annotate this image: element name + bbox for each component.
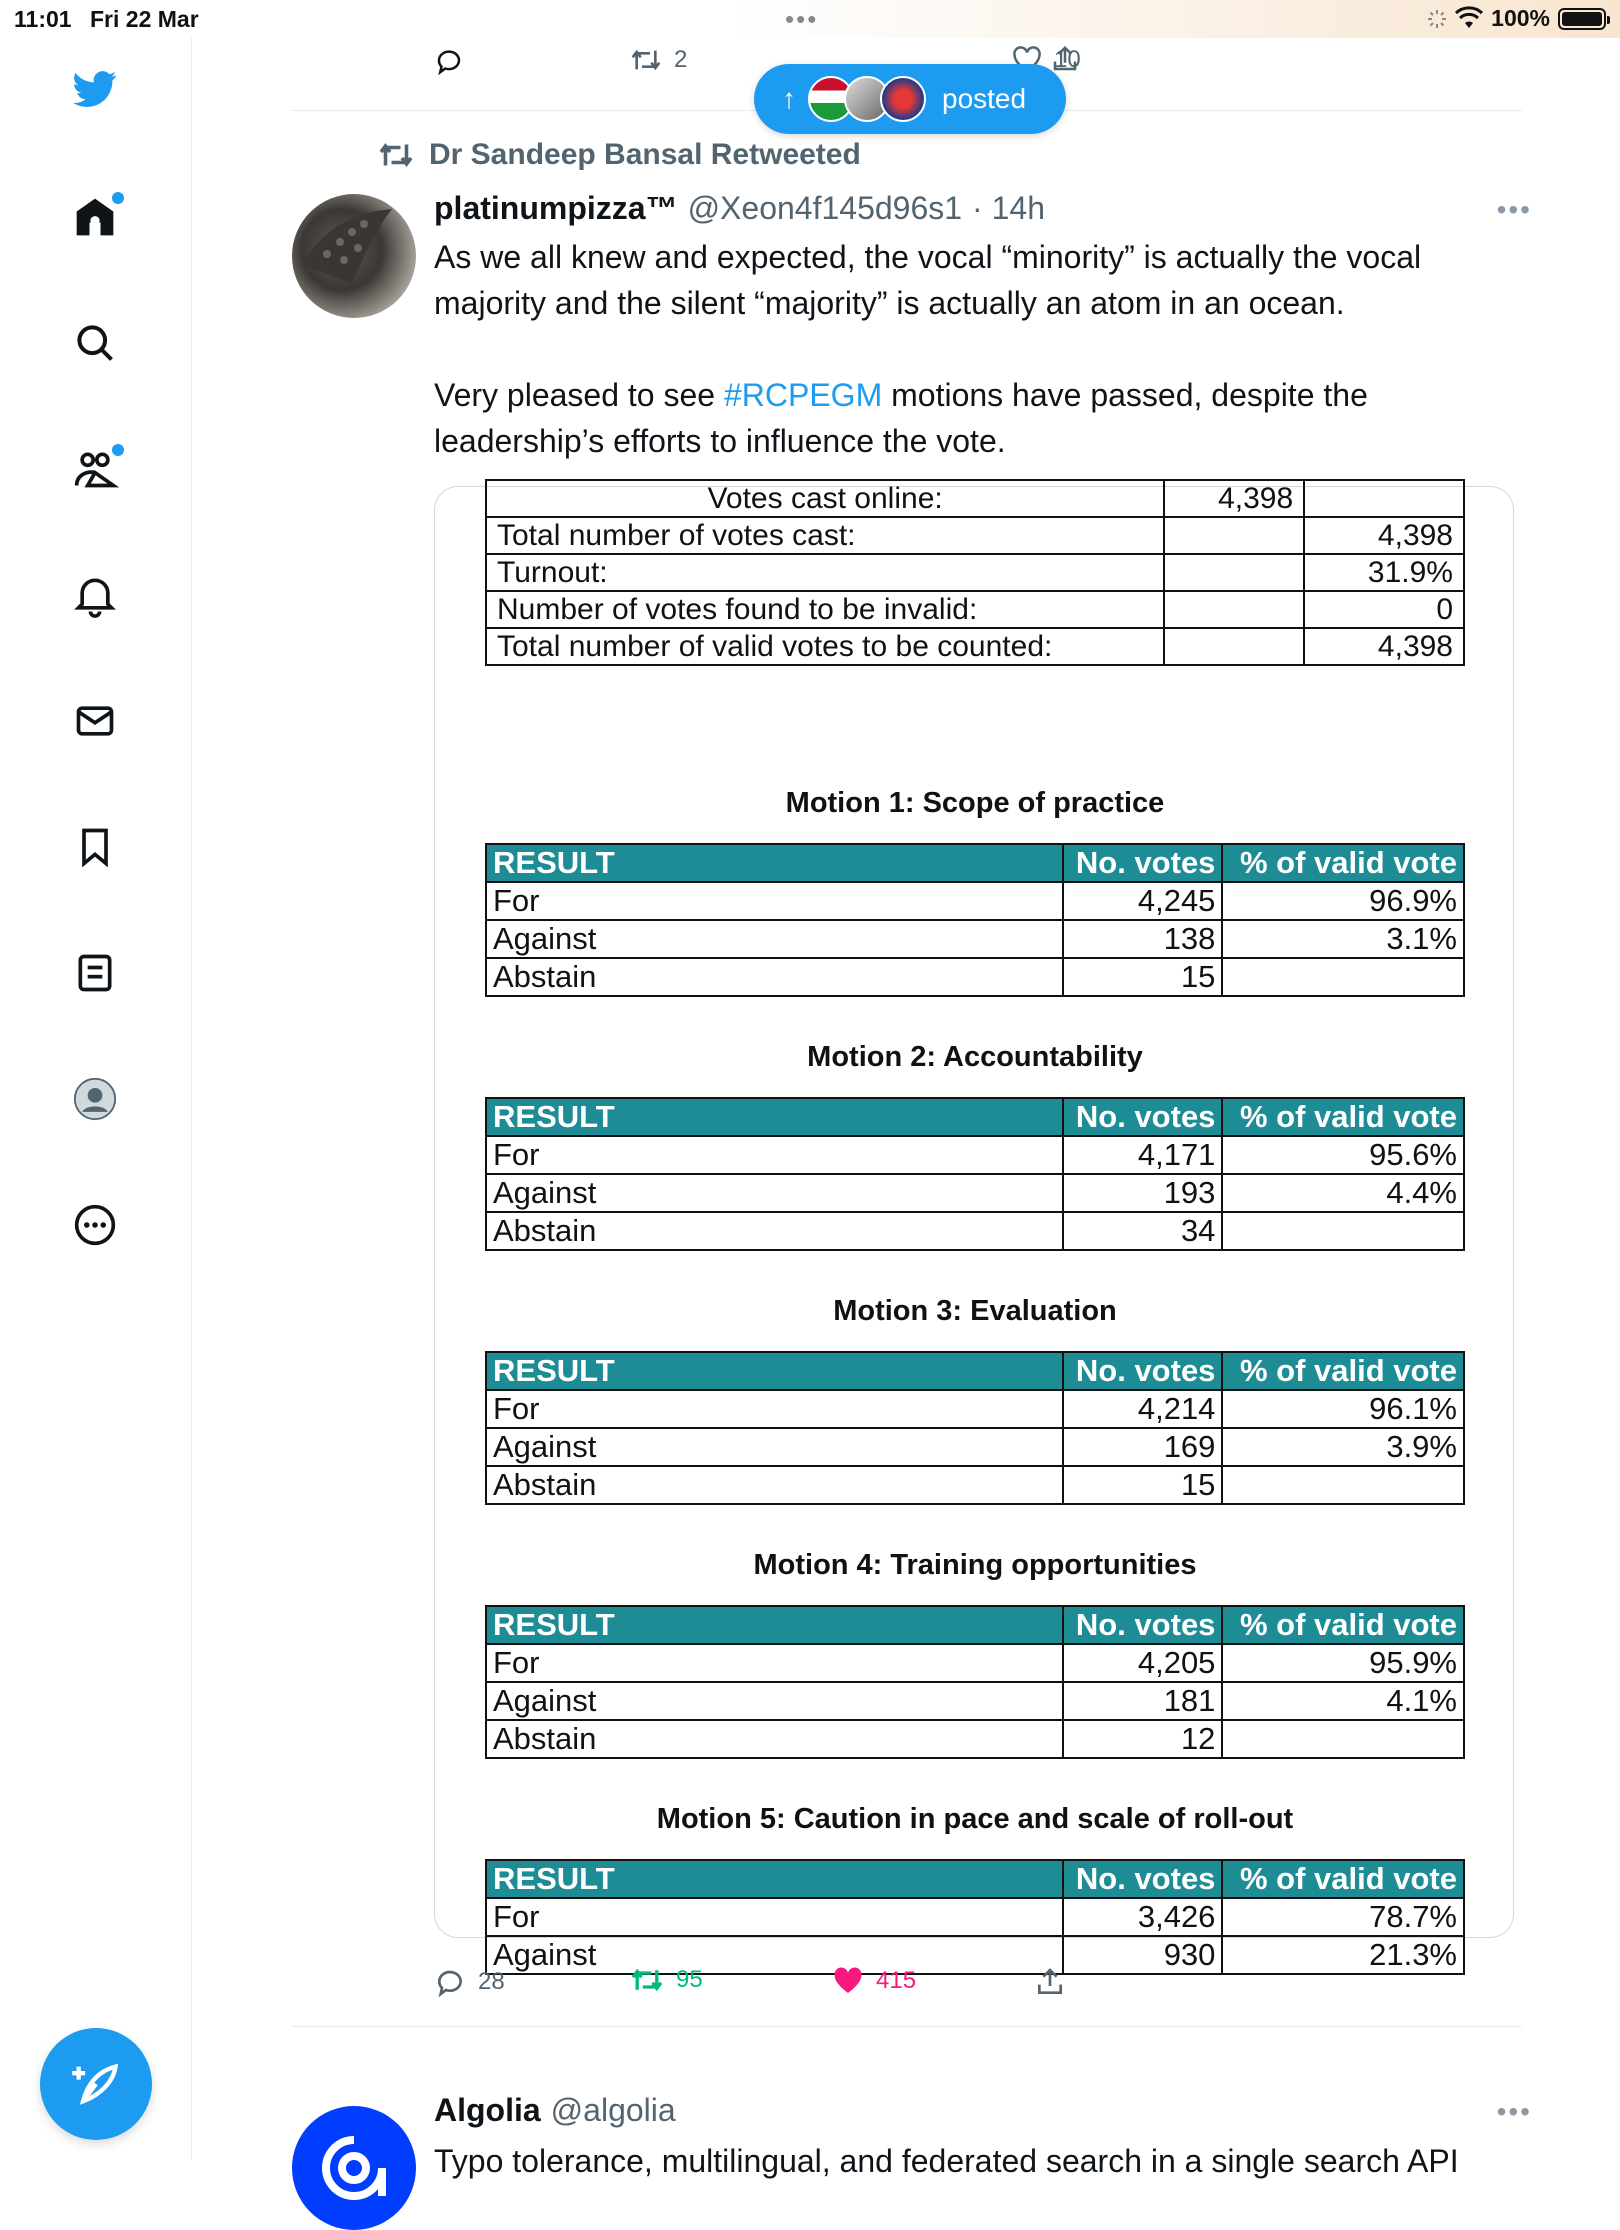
table-row	[486, 1644, 1464, 1682]
table-header-row	[486, 1098, 1464, 1136]
votes-cell: 4,245	[1063, 882, 1223, 920]
header-cell: No. votes	[1063, 844, 1223, 882]
header-cell: RESULT	[486, 844, 1063, 882]
status-bar	[0, 0, 1620, 38]
like-count: 10	[1054, 46, 1081, 73]
pct-cell: 3.1%	[1222, 920, 1464, 958]
summary-table	[485, 479, 1465, 666]
table-header-row	[486, 1860, 1464, 1898]
summary-label: Turnout:	[486, 554, 1164, 591]
multitasking-dots-icon[interactable]: •••	[785, 4, 819, 34]
retweet-icon	[630, 1966, 664, 1994]
header-cell: % of valid vote	[1222, 1606, 1464, 1644]
retweet-context[interactable]	[377, 138, 861, 172]
notifications-icon[interactable]	[70, 570, 120, 620]
retweet-button[interactable]	[630, 1966, 703, 1994]
votes-cell: 138	[1063, 920, 1223, 958]
retweet-count: 2	[674, 46, 688, 73]
row-label: Abstain	[486, 958, 1063, 996]
pct-cell: 96.1%	[1222, 1390, 1464, 1428]
table-row	[486, 1174, 1464, 1212]
summary-value	[1164, 628, 1304, 665]
author-handle[interactable]: @Xeon4f145d96s1	[687, 190, 963, 226]
tweet-header	[434, 190, 1045, 227]
pct-cell: 21.3%	[1222, 1936, 1464, 1974]
profile-icon[interactable]	[70, 1074, 120, 1124]
hashtag-link[interactable]: #RCPEGM	[723, 377, 883, 413]
tweet-actions	[434, 1960, 1514, 2010]
wifi-icon	[1455, 8, 1483, 30]
pct-cell	[1222, 1720, 1464, 1758]
votes-cell: 4,171	[1063, 1136, 1223, 1174]
retweet-button[interactable]	[630, 46, 687, 74]
header-cell: No. votes	[1063, 1098, 1223, 1136]
avatar[interactable]	[292, 194, 416, 318]
summary-value: 4,398	[1304, 628, 1464, 665]
row-label: Against	[486, 1682, 1063, 1720]
table-row	[486, 1898, 1464, 1936]
status-time: 11:01	[14, 6, 72, 32]
reply-icon	[434, 1966, 466, 1998]
tweet-text: Typo tolerance, multilingual, and federated search in a single search API	[434, 2143, 1459, 2179]
timeline	[192, 38, 1620, 2179]
votes-cell: 12	[1063, 1720, 1223, 1758]
votes-cell: 181	[1063, 1682, 1223, 1720]
summary-value: 0	[1304, 591, 1464, 628]
twitter-bird-icon[interactable]	[70, 64, 120, 114]
compose-feather-icon	[70, 2058, 122, 2110]
table-row	[486, 1682, 1464, 1720]
author-name[interactable]: Algolia	[434, 2092, 541, 2128]
tweet-text-segment: motions have passed, despite the leadership’s efforts to influence the vote.	[434, 377, 1368, 459]
share-button[interactable]	[1050, 44, 1080, 74]
votes-cell: 15	[1063, 958, 1223, 996]
header-cell: No. votes	[1063, 1860, 1223, 1898]
reply-icon	[434, 46, 464, 76]
pct-cell	[1222, 1212, 1464, 1250]
header-cell: RESULT	[486, 1098, 1063, 1136]
header-cell: % of valid vote	[1222, 844, 1464, 882]
reply-button[interactable]	[434, 46, 464, 76]
summary-row	[486, 591, 1464, 628]
header-cell: No. votes	[1063, 1352, 1223, 1390]
tweet-header	[434, 2092, 676, 2129]
row-label: For	[486, 1898, 1063, 1936]
motion-results-table	[485, 1859, 1465, 1975]
pill-avatars	[808, 76, 916, 122]
header-cell: RESULT	[486, 1606, 1063, 1644]
summary-row	[486, 517, 1464, 554]
row-label: For	[486, 882, 1063, 920]
share-button[interactable]	[1034, 1966, 1066, 1998]
reply-count: 28	[478, 1968, 505, 1995]
header-cell: No. votes	[1063, 1606, 1223, 1644]
like-count: 415	[876, 1967, 917, 1994]
more-options-icon[interactable]: •••	[1496, 2096, 1532, 2127]
pct-cell: 4.4%	[1222, 1174, 1464, 1212]
summary-label: Number of votes found to be invalid:	[486, 591, 1164, 628]
table-row	[486, 920, 1464, 958]
row-label: Against	[486, 1428, 1063, 1466]
summary-value	[1164, 591, 1304, 628]
motion-results-table	[485, 1605, 1465, 1759]
header-cell: % of valid vote	[1222, 1098, 1464, 1136]
battery-percent: 100%	[1491, 5, 1550, 31]
tweet-time[interactable]: · 14h	[972, 190, 1045, 226]
pill-label: posted	[942, 83, 1027, 114]
vote-results-document	[435, 481, 1515, 1972]
summary-value	[1304, 480, 1464, 517]
table-header-row	[486, 1606, 1464, 1644]
retweet-icon	[630, 46, 662, 74]
header-cell: % of valid vote	[1222, 1352, 1464, 1390]
header-cell: % of valid vote	[1222, 1860, 1464, 1898]
tweet-paragraph	[434, 372, 1514, 464]
like-button[interactable]	[832, 1966, 916, 1996]
motion-results-table	[485, 843, 1465, 997]
home-icon[interactable]	[70, 192, 120, 242]
summary-value: 31.9%	[1304, 554, 1464, 591]
summary-label: Total number of votes cast:	[486, 517, 1164, 554]
summary-value	[1164, 517, 1304, 554]
header-cell: RESULT	[486, 1860, 1063, 1898]
search-icon[interactable]	[70, 318, 120, 368]
pct-cell: 96.9%	[1222, 882, 1464, 920]
motion-title: Motion 4: Training opportunities	[753, 1549, 1197, 1581]
tweet-divider	[292, 2026, 1522, 2027]
row-label: Abstain	[486, 1720, 1063, 1758]
table-row	[486, 882, 1464, 920]
bookmarks-icon[interactable]	[70, 822, 120, 872]
table-row	[486, 1390, 1464, 1428]
summary-value: 4,398	[1304, 517, 1464, 554]
table-row	[486, 1136, 1464, 1174]
pct-cell	[1222, 958, 1464, 996]
avatar	[880, 76, 926, 122]
row-label: Against	[486, 1936, 1063, 1974]
row-label: For	[486, 1136, 1063, 1174]
new-posts-pill[interactable]	[754, 64, 1066, 134]
reply-button[interactable]	[434, 1966, 505, 1998]
votes-cell: 169	[1063, 1428, 1223, 1466]
tweet-paragraph: As we all knew and expected, the vocal “minority” is actually the vocal majority and the silent “majority” is actually an atom in an ocean.	[434, 239, 1422, 321]
table-header-row	[486, 844, 1464, 882]
compose-tweet-button[interactable]	[40, 2028, 152, 2140]
motion-title: Motion 2: Accountability	[807, 1041, 1143, 1073]
algolia-logo-icon	[314, 2128, 394, 2208]
summary-row	[486, 628, 1464, 665]
status-date: Fri 22 Mar	[90, 6, 199, 32]
summary-value: 4,398	[1164, 480, 1304, 517]
brightness-icon	[1427, 9, 1447, 29]
lists-icon[interactable]	[70, 948, 120, 998]
votes-cell: 4,205	[1063, 1644, 1223, 1682]
pct-cell: 95.9%	[1222, 1644, 1464, 1682]
messages-icon[interactable]	[70, 696, 120, 746]
motion-results-table	[485, 1097, 1465, 1251]
table-row	[486, 1720, 1464, 1758]
pct-cell	[1222, 1466, 1464, 1504]
more-icon[interactable]	[70, 1200, 120, 1250]
motion-title: Motion 3: Evaluation	[833, 1295, 1117, 1327]
pct-cell: 78.7%	[1222, 1898, 1464, 1936]
avatar-image	[292, 194, 416, 318]
votes-cell: 15	[1063, 1466, 1223, 1504]
retweet-icon	[377, 140, 415, 170]
share-icon	[1034, 1966, 1066, 1998]
avatar[interactable]	[292, 2106, 416, 2230]
votes-cell: 4,214	[1063, 1390, 1223, 1428]
table-row	[486, 1428, 1464, 1466]
row-label: Against	[486, 920, 1063, 958]
header-cell: RESULT	[486, 1352, 1063, 1390]
tweet-text	[434, 234, 1514, 510]
motion-results-table	[485, 1351, 1465, 1505]
summary-label: Votes cast online:	[486, 480, 1164, 517]
table-row	[486, 1212, 1464, 1250]
author-name[interactable]: platinumpizza™	[434, 190, 678, 226]
tweet-text-segment: Very pleased to see	[434, 377, 724, 413]
row-label: For	[486, 1644, 1063, 1682]
motion-title: Motion 5: Caution in pace and scale of roll-out	[656, 1803, 1294, 1835]
row-label: Abstain	[486, 1212, 1063, 1250]
heart-filled-icon	[832, 1966, 864, 1996]
status-right	[1427, 5, 1606, 32]
more-options-icon[interactable]: •••	[1496, 194, 1532, 225]
share-icon	[1050, 44, 1080, 74]
row-label: For	[486, 1390, 1063, 1428]
votes-cell: 193	[1063, 1174, 1223, 1212]
tweet-media-image[interactable]	[434, 481, 1514, 1972]
votes-cell: 930	[1063, 1936, 1223, 1974]
retweet-count: 95	[676, 1966, 703, 1993]
summary-value	[1164, 554, 1304, 591]
table-row	[486, 958, 1464, 996]
arrow-up-icon: ↑	[782, 83, 796, 114]
summary-row	[486, 554, 1464, 591]
communities-icon[interactable]	[70, 444, 120, 494]
row-label: Abstain	[486, 1466, 1063, 1504]
summary-label: Total number of valid votes to be counted:	[486, 628, 1164, 665]
pct-cell: 4.1%	[1222, 1682, 1464, 1720]
battery-icon	[1558, 8, 1606, 30]
votes-cell: 3,426	[1063, 1898, 1223, 1936]
summary-row	[486, 480, 1464, 517]
retweet-context-label: Dr Sandeep Bansal Retweeted	[429, 138, 861, 171]
table-row	[486, 1466, 1464, 1504]
votes-cell: 34	[1063, 1212, 1223, 1250]
table-header-row	[486, 1352, 1464, 1390]
sidebar	[0, 38, 192, 2160]
motion-title: Motion 1: Scope of practice	[785, 787, 1165, 819]
author-handle[interactable]: @algolia	[550, 2092, 676, 2128]
pct-cell: 3.9%	[1222, 1428, 1464, 1466]
row-label: Against	[486, 1174, 1063, 1212]
pct-cell: 95.6%	[1222, 1136, 1464, 1174]
